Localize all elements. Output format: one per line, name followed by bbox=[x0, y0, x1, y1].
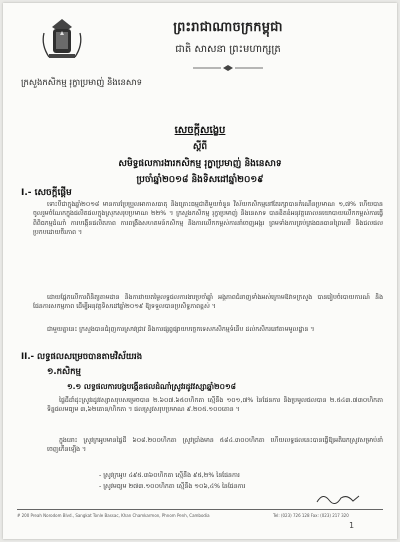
subsection-heading-rice-results: ១.១ លទ្ធផលការបង្កបង្កើនផលដំណាំស្រូវរដូវវស្សាឆ្នាំ២០១៨ bbox=[67, 382, 236, 391]
bullet-medium-rice: - ស្រូវមធ្យម ២៧៣.១០០ហិកតា ស្មើនឹង ១០៦,៤% នៃផែនការ bbox=[99, 483, 246, 490]
intro-paragraph-1: ទោះបីជាក្នុងឆ្នាំ២០១៨ មានការប្រែប្រួលអាកាសធាតុ និងគ្រោះធម្មជាតិមួយចំនួន វិស័យកសិកម្មនៅតែរក្សាបានកំណើនប្រមាណ ១,៧% ហើយបានចូលរួមចំណែកក្នុងផលិតផលក្នុងស្រុកសរុបប្រមាណ ២២% ។ ក្រសួងកសិកម្ម រុក្ខាប្រមាញ់ និងនេសាទ បានខិតខំអនុវត្តគោលនយោបាយលើកកម្ពស់ការធ្វើពិពិធកម្មដំណាំ ការបង្កើនផលិតភាព ការពង្រឹងសហគមន៍កសិកម្ម និងការលើកកម្ពស់ការនាំចេញអង្ករ ព្រមទាំងការគ្រប់គ្រងធនធានព្រៃឈើ និងជលផលប្រកបដោយចីរភាព ។ bbox=[33, 201, 383, 236]
document-titles bbox=[3, 123, 397, 187]
footer-address: # 200 Preah Norodom Blvd., Sangkat Tonle Bassac, Khan Chamkarmon, Phnom Penh, Cambodia bbox=[17, 513, 210, 518]
page-number: 1 bbox=[349, 521, 355, 530]
main-title: សមិទ្ធផលការងារកសិកម្ម រុក្ខាប្រមាញ់ និងនេសាទ bbox=[118, 159, 282, 169]
section-heading-results: II.- លទ្ធផលសម្រេចបានតាមវិស័យរង bbox=[21, 352, 143, 362]
ornament-divider-icon bbox=[193, 64, 263, 72]
intro-paragraph-2: ដោយផ្អែកលើការពិនិត្យតាមដាន និងការវាយតម្លៃលទ្ធផលការងារប្រចាំឆ្នាំ អង្គភាពជំនាញទាំងអស់ក្រោមឱវាទក្រសួង បានរៀបចំរបាយការណ៍ និងផែនការសកម្មភាព ដើម្បីអនុវត្តទិសដៅឆ្នាំ២០១៩ ឱ្យទទួលបានប្រសិទ្ធភាពខ្ពស់ ។ bbox=[33, 294, 383, 311]
national-motto: ជាតិ សាសនា ព្រះមហាក្សត្រ bbox=[175, 44, 281, 55]
document-page bbox=[3, 3, 397, 539]
footer-contact: Tel: (023) 726 128 Fax: (023) 217 320 bbox=[273, 513, 349, 518]
subsection-heading-agriculture: ១.កសិកម្ម bbox=[47, 367, 81, 377]
section-heading-introduction: I.- សេចក្តីផ្តើម bbox=[21, 188, 72, 198]
footer-divider bbox=[17, 509, 383, 510]
document-type-title: សេចក្តីសង្ខេប bbox=[174, 125, 226, 136]
kingdom-title: ព្រះរាជាណាចក្រកម្ពុជា bbox=[173, 20, 283, 35]
letterhead bbox=[103, 19, 353, 76]
title-year-line: ប្រចាំឆ្នាំ២០១៨ និងទិសដៅឆ្នាំ២០១៩ bbox=[136, 175, 264, 185]
rice-paragraph-2: ក្នុងនោះ ស្រូវក្រអូបមានផ្ទៃដី ៦០៨.២០០ហិកតា ស្រូវប្រាំងមាន ៥៨៤.៣០០ហិកតា ហើយលទ្ធផលនេះបានធ្វើឱ្យអតិរេកស្រូវសម្រាប់នាំចេញកើនឡើង ។ bbox=[47, 437, 383, 454]
ministry-name: ក្រសួងកសិកម្ម រុក្ខាប្រមាញ់ និងនេសាទ bbox=[21, 78, 143, 88]
royal-crest-icon bbox=[39, 17, 85, 61]
subject-label: ស្តីពី bbox=[192, 142, 208, 152]
bullet-fragrant-rice: - ស្រូវក្រអូប ៤៩៥.៣៦០ហិកតា ស្មើនឹង ៩៥,២% នៃផែនការ bbox=[99, 472, 240, 479]
rice-paragraph-1: ផ្ទៃដីដាំដុះស្រូវរដូវវស្សាសរុបសម្រេចបាន ២.៦០៧.៦៥០ហិកតា ស្មើនឹង ១០១,៧% នៃផែនការ និងប្រមូលផលបាន ២.៥៤៣.៧៣០ហិកតា ទិន្នផលមធ្យម ៣,៦២តោន/ហិកតា ។ ផលស្រូវសរុបប្រមាណ ៩.២០៥.១០០តោន ។ bbox=[47, 397, 383, 414]
intro-paragraph-3: ជាមួយគ្នានេះ ក្រសួងបានជំរុញការស្រាវជ្រាវ និងការផ្សព្វផ្សាយបច្ចេកទេសកសិកម្មទំនើប ដល់កសិករនៅតាមមូលដ្ឋាន ។ bbox=[47, 326, 315, 333]
handwritten-initial-icon bbox=[315, 490, 361, 506]
